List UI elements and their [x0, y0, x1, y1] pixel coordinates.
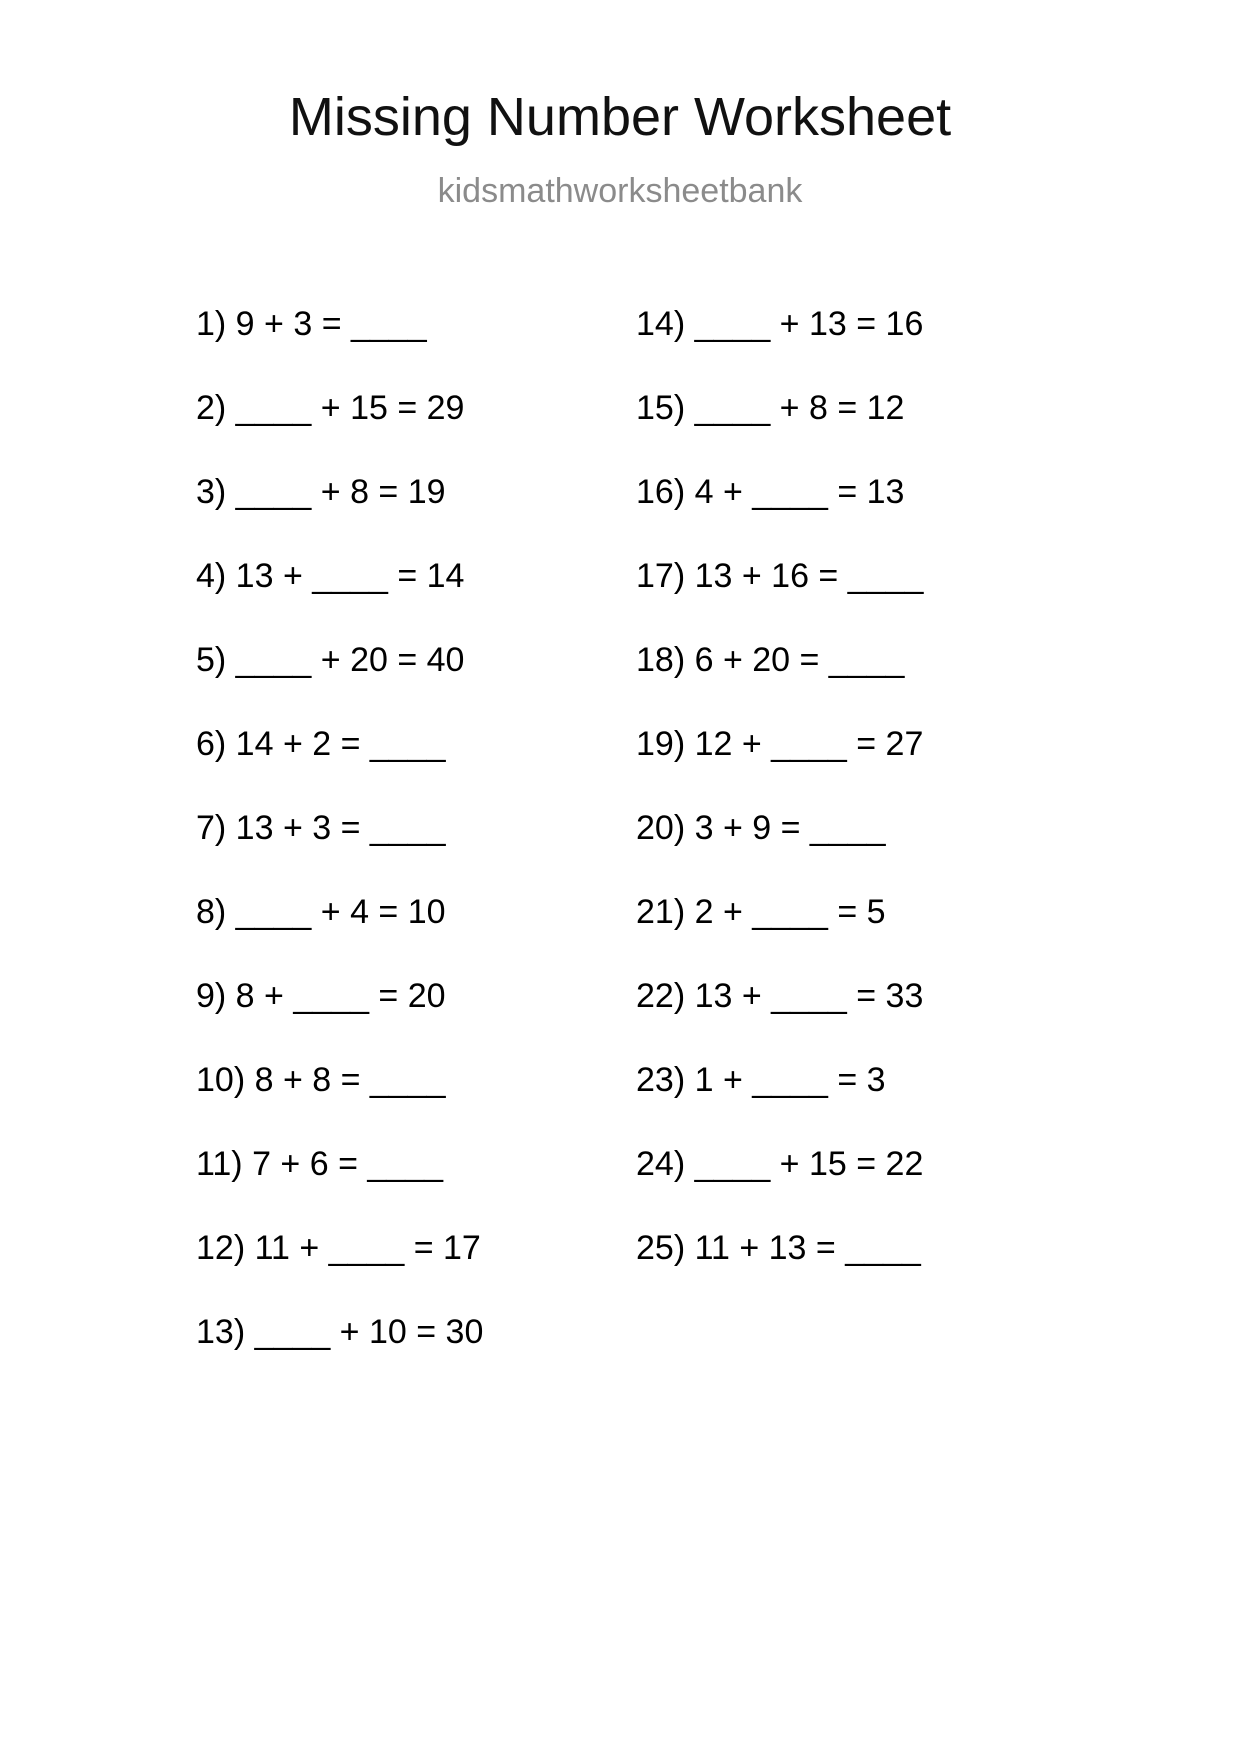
problem-item: 3) ____ + 8 = 19 — [196, 473, 446, 511]
problem-item: 16) 4 + ____ = 13 — [636, 473, 905, 511]
problem-item: 10) 8 + 8 = ____ — [196, 1061, 446, 1099]
problem-item: 9) 8 + ____ = 20 — [196, 977, 446, 1015]
problem-item: 4) 13 + ____ = 14 — [196, 557, 465, 595]
problem-item: 22) 13 + ____ = 33 — [636, 977, 924, 1015]
problem-item: 5) ____ + 20 = 40 — [196, 641, 465, 679]
problem-item: 24) ____ + 15 = 22 — [636, 1145, 924, 1183]
problem-item: 25) 11 + 13 = ____ — [636, 1229, 921, 1267]
problems-container — [0, 307, 1240, 1399]
problem-item: 19) 12 + ____ = 27 — [636, 725, 924, 763]
problem-item: 6) 14 + 2 = ____ — [196, 725, 446, 763]
problem-item: 23) 1 + ____ = 3 — [636, 1061, 886, 1099]
problem-item: 15) ____ + 8 = 12 — [636, 389, 905, 427]
problem-item: 13) ____ + 10 = 30 — [196, 1313, 484, 1351]
problem-item: 2) ____ + 15 = 29 — [196, 389, 465, 427]
problem-item: 14) ____ + 13 = 16 — [636, 305, 924, 343]
problem-item: 20) 3 + 9 = ____ — [636, 809, 886, 847]
problems-column-left — [196, 307, 636, 1399]
page-title: Missing Number Worksheet — [288, 87, 952, 147]
problems-column-right — [636, 307, 1076, 1399]
problem-item: 8) ____ + 4 = 10 — [196, 893, 446, 931]
problem-item: 17) 13 + 16 = ____ — [636, 557, 924, 595]
problem-item: 21) 2 + ____ = 5 — [636, 893, 886, 931]
page-footer-space — [0, 1399, 1240, 1439]
page-subtitle: kidsmathworksheetbank — [437, 172, 803, 210]
problem-item: 11) 7 + 6 = ____ — [196, 1145, 444, 1183]
problem-item: 7) 13 + 3 = ____ — [196, 809, 446, 847]
problem-item: 18) 6 + 20 = ____ — [636, 641, 905, 679]
problem-item: 12) 11 + ____ = 17 — [196, 1229, 481, 1267]
problem-item: 1) 9 + 3 = ____ — [196, 305, 427, 343]
